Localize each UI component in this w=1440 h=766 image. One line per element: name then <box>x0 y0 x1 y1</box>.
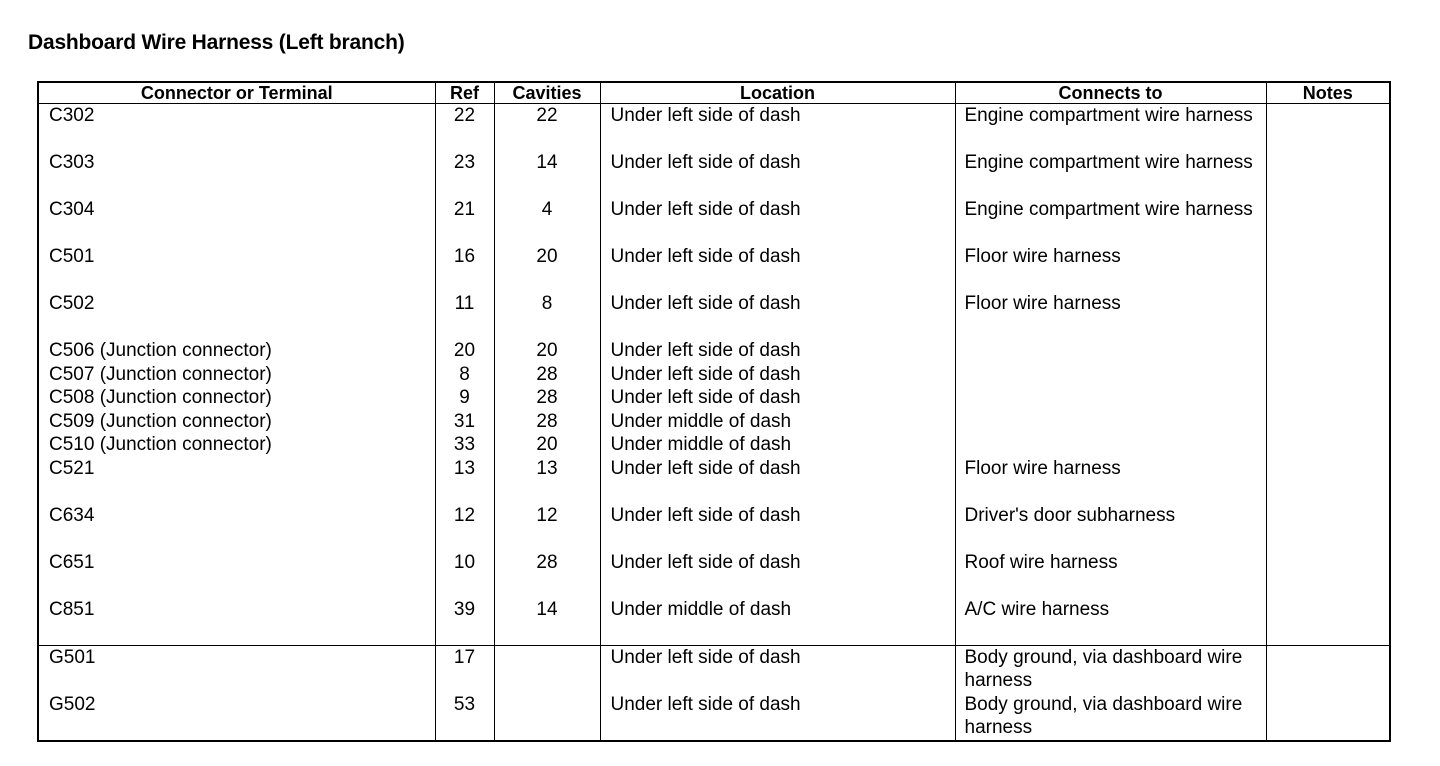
column-header-connector: Connector or Terminal <box>38 82 435 104</box>
table-row <box>38 433 1390 457</box>
cavities-count <box>494 693 600 741</box>
location: Under left side of dash <box>600 386 955 410</box>
connector-name: C634 <box>38 504 435 551</box>
location: Under left side of dash <box>600 363 955 387</box>
table-row <box>38 504 1390 551</box>
ref-number: 53 <box>435 693 494 741</box>
ref-number: 20 <box>435 339 494 363</box>
ground-name: G501 <box>38 645 435 693</box>
ref-number: 10 <box>435 551 494 598</box>
notes <box>1266 151 1390 198</box>
connects-to: Floor wire harness <box>955 292 1266 339</box>
cavities-count: 28 <box>494 363 600 387</box>
connector-name: C651 <box>38 551 435 598</box>
header-row <box>38 82 1390 104</box>
location: Under left side of dash <box>600 457 955 504</box>
notes <box>1266 457 1390 504</box>
table-row <box>38 693 1390 741</box>
cavities-count: 12 <box>494 504 600 551</box>
ref-number: 33 <box>435 433 494 457</box>
notes <box>1266 504 1390 551</box>
table-row <box>38 645 1390 693</box>
ref-number: 21 <box>435 198 494 245</box>
ref-number: 13 <box>435 457 494 504</box>
connector-name: C507 (Junction connector) <box>38 363 435 387</box>
location: Under left side of dash <box>600 292 955 339</box>
cavities-count: 20 <box>494 433 600 457</box>
table-row <box>38 598 1390 646</box>
connects-to: Driver's door subharness <box>955 504 1266 551</box>
notes <box>1266 551 1390 598</box>
table-row <box>38 386 1390 410</box>
table-row <box>38 363 1390 387</box>
connects-to <box>955 339 1266 363</box>
cavities-count: 28 <box>494 410 600 434</box>
location: Under left side of dash <box>600 245 955 292</box>
connects-to: Roof wire harness <box>955 551 1266 598</box>
location: Under left side of dash <box>600 551 955 598</box>
connector-name: C509 (Junction connector) <box>38 410 435 434</box>
cavities-count: 28 <box>494 551 600 598</box>
column-header-location: Location <box>600 82 955 104</box>
table-row <box>38 551 1390 598</box>
ref-number: 8 <box>435 363 494 387</box>
connects-to: Body ground, via dashboard wire harness <box>955 645 1266 693</box>
notes <box>1266 693 1390 741</box>
connects-to <box>955 410 1266 434</box>
table-row <box>38 104 1390 152</box>
cavities-count <box>494 645 600 693</box>
ref-number: 12 <box>435 504 494 551</box>
column-header-notes: Notes <box>1266 82 1390 104</box>
ground-name: G502 <box>38 693 435 741</box>
cavities-count: 8 <box>494 292 600 339</box>
cavities-count: 4 <box>494 198 600 245</box>
harness-table <box>37 81 1391 742</box>
ref-number: 31 <box>435 410 494 434</box>
table-row <box>38 151 1390 198</box>
cavities-count: 14 <box>494 151 600 198</box>
location: Under left side of dash <box>600 198 955 245</box>
location: Under middle of dash <box>600 410 955 434</box>
connects-to: Body ground, via dashboard wire harness <box>955 693 1266 741</box>
location: Under left side of dash <box>600 645 955 693</box>
notes <box>1266 363 1390 387</box>
connector-name: C502 <box>38 292 435 339</box>
ref-number: 9 <box>435 386 494 410</box>
connects-to: Floor wire harness <box>955 457 1266 504</box>
notes <box>1266 104 1390 152</box>
table-row <box>38 410 1390 434</box>
notes <box>1266 598 1390 646</box>
notes <box>1266 410 1390 434</box>
cavities-count: 20 <box>494 339 600 363</box>
ref-number: 22 <box>435 104 494 152</box>
location: Under left side of dash <box>600 151 955 198</box>
connector-name: C303 <box>38 151 435 198</box>
location: Under left side of dash <box>600 104 955 152</box>
notes <box>1266 339 1390 363</box>
location: Under middle of dash <box>600 598 955 646</box>
cavities-count: 22 <box>494 104 600 152</box>
connects-to <box>955 363 1266 387</box>
table-row <box>38 339 1390 363</box>
connector-name: C501 <box>38 245 435 292</box>
connector-name: C510 (Junction connector) <box>38 433 435 457</box>
table-row <box>38 245 1390 292</box>
connects-to <box>955 386 1266 410</box>
location: Under left side of dash <box>600 693 955 741</box>
connector-name: C521 <box>38 457 435 504</box>
connector-name: C851 <box>38 598 435 646</box>
cavities-count: 28 <box>494 386 600 410</box>
cavities-count: 14 <box>494 598 600 646</box>
connects-to: Engine compartment wire harness <box>955 104 1266 152</box>
cavities-count: 13 <box>494 457 600 504</box>
connects-to: A/C wire harness <box>955 598 1266 646</box>
notes <box>1266 198 1390 245</box>
ref-number: 23 <box>435 151 494 198</box>
table-row <box>38 457 1390 504</box>
location: Under left side of dash <box>600 339 955 363</box>
table-row <box>38 292 1390 339</box>
page-title: Dashboard Wire Harness (Left branch) <box>28 31 405 54</box>
connector-name: C506 (Junction connector) <box>38 339 435 363</box>
cavities-count: 20 <box>494 245 600 292</box>
column-header-connects-to: Connects to <box>955 82 1266 104</box>
location: Under left side of dash <box>600 504 955 551</box>
connects-to: Engine compartment wire harness <box>955 151 1266 198</box>
connects-to: Engine compartment wire harness <box>955 198 1266 245</box>
connector-name: C304 <box>38 198 435 245</box>
table-row <box>38 198 1390 245</box>
connector-name: C302 <box>38 104 435 152</box>
notes <box>1266 245 1390 292</box>
notes <box>1266 292 1390 339</box>
location: Under middle of dash <box>600 433 955 457</box>
ref-number: 39 <box>435 598 494 646</box>
notes <box>1266 645 1390 693</box>
notes <box>1266 386 1390 410</box>
connector-name: C508 (Junction connector) <box>38 386 435 410</box>
notes <box>1266 433 1390 457</box>
ref-number: 17 <box>435 645 494 693</box>
ref-number: 11 <box>435 292 494 339</box>
column-header-cavities: Cavities <box>494 82 600 104</box>
connects-to <box>955 433 1266 457</box>
connects-to: Floor wire harness <box>955 245 1266 292</box>
column-header-ref: Ref <box>435 82 494 104</box>
ref-number: 16 <box>435 245 494 292</box>
